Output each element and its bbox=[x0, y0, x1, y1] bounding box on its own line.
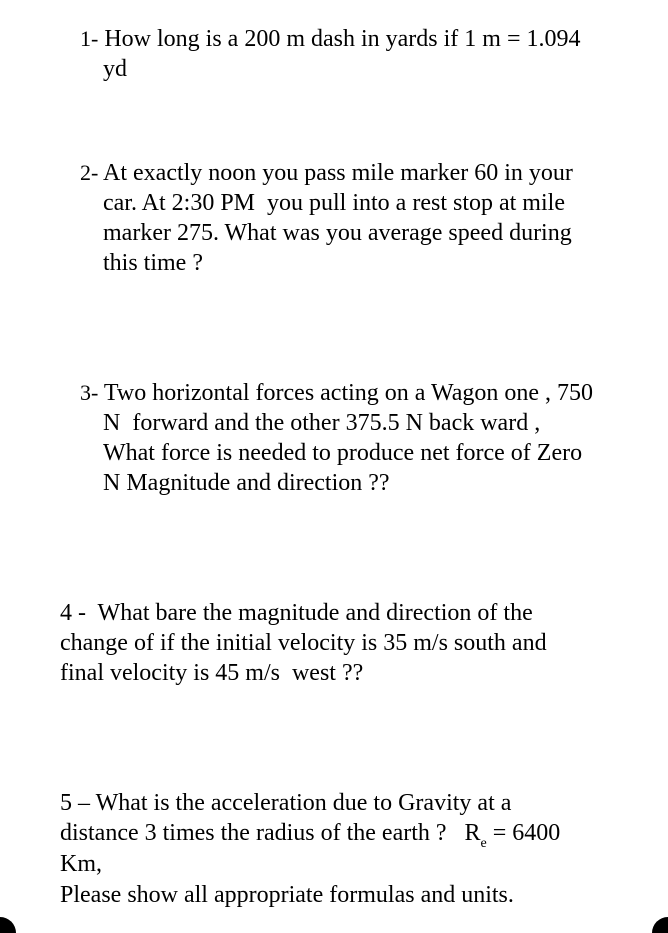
question-text-line: 4 - What bare the magnitude and direction of the bbox=[60, 600, 533, 626]
question-text-line: Km, bbox=[60, 851, 102, 877]
question-text-line: What force is needed to produce net force of Zero bbox=[103, 440, 583, 466]
question-text-line: Two horizontal forces acting on a Wagon one , 750 bbox=[103, 380, 594, 406]
earth-radius-subscript: e bbox=[480, 836, 487, 851]
question-text-line: final velocity is 45 m/s west ?? bbox=[60, 660, 364, 686]
question-text-line: N forward and the other 375.5 N back ward , bbox=[103, 410, 541, 436]
question-text-line: At exactly noon you pass mile marker 60 in your bbox=[103, 160, 573, 186]
question-text-line: car. At 2:30 PM you pull into a rest stop at mile bbox=[103, 190, 565, 216]
question-text-line: marker 275. What was you average speed during bbox=[103, 220, 572, 246]
question-text-line: How long is a 200 m dash in yards if 1 m = 1.094 bbox=[104, 26, 581, 52]
question-text-line: distance 3 times the radius of the earth ? bbox=[60, 820, 447, 846]
earth-radius-value: = 6400 bbox=[492, 820, 561, 846]
page-corner-left bbox=[0, 917, 16, 933]
earth-radius-symbol: R bbox=[464, 820, 481, 846]
question-text-line: 5 – What is the acceleration due to Gravity at a bbox=[60, 790, 512, 816]
question-text-line: Please show all appropriate formulas and units. bbox=[60, 882, 514, 908]
question-number: 2- bbox=[80, 160, 99, 185]
question-number: 3- bbox=[80, 380, 99, 405]
page-corner-right bbox=[652, 917, 668, 933]
question-text-line: this time ? bbox=[103, 250, 203, 276]
question-number: 1- bbox=[80, 26, 99, 51]
question-text-line: change of if the initial velocity is 35 m/s south and bbox=[60, 630, 547, 656]
question-text-line: N Magnitude and direction ?? bbox=[103, 470, 390, 496]
question-text-line: yd bbox=[103, 56, 127, 82]
